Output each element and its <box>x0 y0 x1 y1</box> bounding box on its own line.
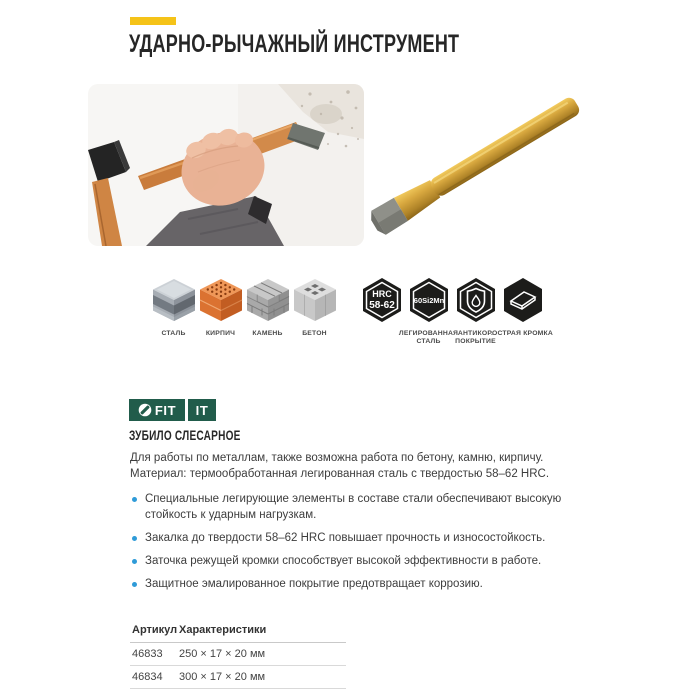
material-label: БЕТОН <box>302 330 327 337</box>
sku-cell: 46833 <box>130 643 179 666</box>
feature-alloy-steel <box>398 277 459 346</box>
material-label: КАМЕНЬ <box>252 330 283 337</box>
hrc-line2: 58-62 <box>368 300 395 311</box>
feature-label: ЛЕГИРОВАННАЯ СТАЛЬ <box>398 330 459 345</box>
brand-text-it: IT <box>195 402 209 418</box>
product-name: ЗУБИЛО СЛЕСАРНОЕ <box>129 427 241 443</box>
column-header-spec: Характеристики <box>179 621 346 643</box>
alloy-text: 60Si2Mn <box>413 296 444 305</box>
feature-label: ОСТРАЯ КРОМКА <box>492 330 553 337</box>
bullet-text: Заточка режущей кромки способствует высокой эффективности в работе. <box>145 555 542 567</box>
sharp-edge-icon <box>503 277 543 323</box>
product-image-chisel <box>366 85 620 250</box>
brand-logo-it <box>188 399 216 421</box>
bullet-item <box>130 530 598 546</box>
hrc-hardness-icon <box>362 277 402 323</box>
material-steel <box>150 277 197 338</box>
brand-text-fit: FIT <box>154 402 177 418</box>
material-label: СТАЛЬ <box>161 330 186 337</box>
bullet-text: Специальные легирующие элементы в составе стали обеспечивают высокую стойкость к ударным нагрузкам. <box>145 493 562 521</box>
usage-photo <box>88 84 364 246</box>
bullet-item <box>130 576 598 592</box>
anticorrosion-shield-icon <box>456 277 496 323</box>
brick-cube-icon <box>198 277 244 323</box>
bullet-text: Закалка до твердости 58–62 HRC повышает прочность и износостойкость. <box>145 532 546 544</box>
table-row <box>130 643 346 666</box>
bullet-item <box>130 491 598 523</box>
material-stone <box>244 277 291 338</box>
feature-bullet-list <box>130 491 598 599</box>
concrete-cube-icon <box>292 277 338 323</box>
spec-table-header-row <box>130 621 346 643</box>
brand-logo-fit <box>129 399 185 421</box>
material-brick <box>197 277 244 338</box>
material-label: КИРПИЧ <box>205 330 236 337</box>
material-concrete <box>291 277 338 338</box>
spec-cell: 300 × 17 × 20 мм <box>179 666 346 689</box>
bullet-dot <box>132 582 137 587</box>
sku-cell: 46834 <box>130 666 179 689</box>
bullet-dot <box>132 559 137 564</box>
stone-cube-icon <box>245 277 291 323</box>
hrc-line1: HRC <box>371 289 392 299</box>
product-description: Для работы по металлам, также возможна работа по бетону, камню, кирпичу. Материал: термообработанная легированная сталь с твердостью 58–62 HRC. <box>130 452 550 480</box>
slotted-screw-icon <box>138 403 152 417</box>
feature-sharp-edge <box>492 277 553 338</box>
page-title: УДАРНО-РЫЧАЖНЫЙ ИНСТРУМЕНТ <box>129 30 460 58</box>
feature-hardness <box>358 277 405 338</box>
bullet-dot <box>132 536 137 541</box>
table-row <box>130 666 346 689</box>
bullet-dot <box>132 497 137 502</box>
brand-logo <box>129 399 216 421</box>
feature-label: АНТИКОР. ПОКРЫТИЕ <box>455 330 496 345</box>
bullet-item <box>130 553 598 569</box>
icons-row <box>150 277 553 346</box>
alloy-steel-icon <box>409 277 449 323</box>
bullet-text: Защитное эмалированное покрытие предотвращает коррозию. <box>145 578 483 590</box>
steel-cube-icon <box>151 277 197 323</box>
chisel-illustration <box>366 85 620 250</box>
column-header-sku: Артикул <box>130 621 179 643</box>
usage-photo-illustration <box>88 84 364 246</box>
accent-bar <box>130 17 176 25</box>
spec-cell: 250 × 17 × 20 мм <box>179 643 346 666</box>
spec-table <box>130 621 346 689</box>
